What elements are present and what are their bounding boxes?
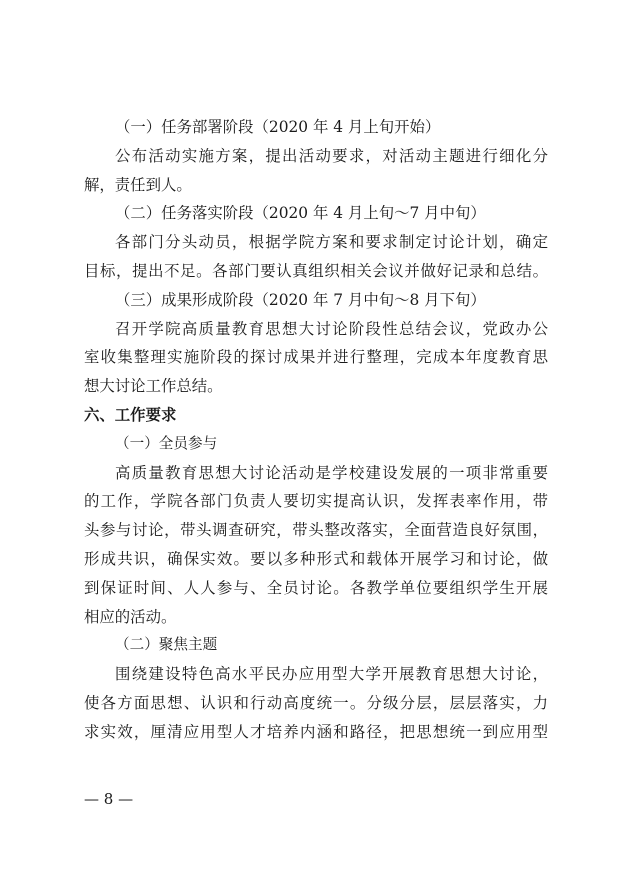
phase3-body-line: 召开学院高质量教育思想大讨论阶段性总结会议，党政办公 — [115, 319, 548, 338]
phase2-body-line: 各部门分头动员，根据学院方案和要求制定讨论计划，确定 — [115, 233, 548, 252]
req1-body-line: 高质量教育思想大讨论活动是学校建设发展的一项非常重要 — [115, 463, 548, 482]
phase3-body-line: 室收集整理实施阶段的探讨成果并进行整理，完成本年度教育思 — [84, 348, 548, 367]
req1-body-line: 头参与讨论，带头调查研究，带头整改落实，全面营造良好氛围， — [84, 521, 548, 540]
phase1-body-line: 解，责任到人。 — [84, 175, 192, 194]
phase3-title: （三）成果形成阶段（2020 年 7 月中旬～8 月下旬） — [115, 290, 486, 309]
phase2-title: （二）任务落实阶段（2020 年 4 月上旬～7 月中旬） — [115, 204, 486, 223]
page-content — [84, 113, 548, 747]
req2-title: （二）聚焦主题 — [115, 636, 218, 654]
phase1-body-line: 公布活动实施方案，提出活动要求，对活动主题进行细化分 — [115, 146, 548, 165]
req1-body-line: 的工作，学院各部门负责人要切实提高认识，发挥表率作用，带 — [84, 492, 548, 511]
req1-body-line: 相应的活动。 — [84, 607, 177, 626]
req2-body-line: 使各方面思想、认识和行动高度统一。分级分层，层层落实，力 — [84, 693, 548, 712]
req2-body-line: 求实效，厘清应用型人才培养内涵和路径，把思想统一到应用型 — [84, 722, 548, 741]
req2-body-line: 围绕建设特色高水平民办应用型大学开展教育思想大讨论， — [115, 665, 548, 684]
req1-title: （一）全员参与 — [115, 434, 218, 452]
phase2-body-line: 目标，提出不足。各部门要认真组织相关会议并做好记录和总结。 — [84, 261, 548, 280]
section-heading: 六、工作要求 — [84, 405, 177, 424]
req1-body-line: 形成共识，确保实效。要以多种形式和载体开展学习和讨论，做 — [84, 549, 548, 568]
page-number: — 8 — — [84, 790, 134, 808]
req1-body-line: 到保证时间、人人参与、全员讨论。各教学单位要组织学生开展 — [84, 578, 548, 597]
phase3-body-line: 想大讨论工作总结。 — [84, 377, 223, 396]
phase1-title: （一）任务部署阶段（2020 年 4 月上旬开始） — [115, 118, 441, 136]
